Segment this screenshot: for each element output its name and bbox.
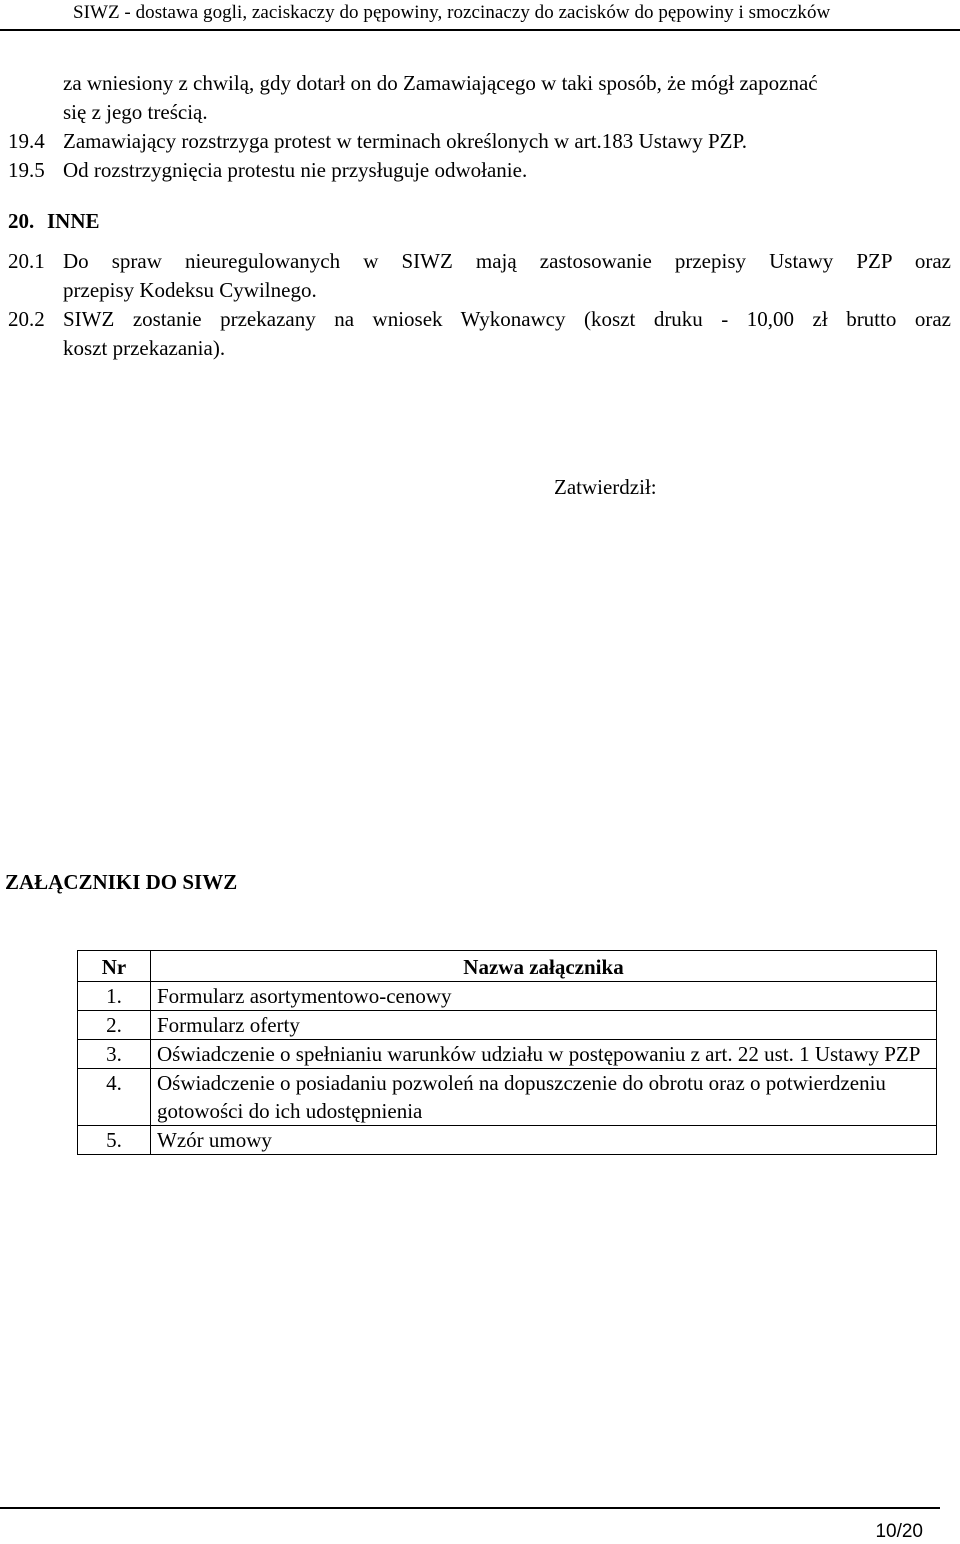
item-text: Zamawiający rozstrzyga protest w terminach określonych w art.183 Ustawy PZP.	[63, 129, 748, 153]
row-name: Oświadczenie o spełnianiu warunków udziału w postępowaniu z art. 22 ust. 1 Ustawy PZP	[151, 1040, 937, 1069]
attachments-table	[77, 950, 937, 1155]
row-name: Formularz asortymentowo-cenowy	[151, 982, 937, 1011]
section-title: INNE	[47, 209, 100, 233]
table-row	[78, 1011, 937, 1040]
item-text: koszt przekazania).	[63, 336, 226, 360]
approved-label: Zatwierdził:	[554, 475, 657, 499]
column-header-nr: Nr	[78, 951, 151, 982]
item-number: 20.2	[8, 307, 45, 331]
item-text: SIWZ zostanie przekazany na wniosek Wykonawcy (koszt druku - 10,00 zł brutto oraz	[63, 307, 951, 331]
item-text: przepisy Kodeksu Cywilnego.	[63, 278, 317, 302]
column-header-name: Nazwa załącznika	[151, 951, 937, 982]
row-name: Oświadczenie o posiadaniu pozwoleń na dopuszczenie do obrotu oraz o potwierdzeniu gotowości do ich udostępnienia	[151, 1069, 937, 1126]
item-text: Do spraw nieuregulowanych w SIWZ mają zastosowanie przepisy Ustawy PZP oraz	[63, 249, 951, 273]
table-row	[78, 982, 937, 1011]
row-name: Wzór umowy	[151, 1126, 937, 1155]
footer-rule	[0, 1507, 940, 1509]
item-number: 20.1	[8, 249, 45, 273]
row-nr: 2.	[78, 1011, 151, 1040]
row-name: Formularz oferty	[151, 1011, 937, 1040]
item-number: 19.5	[8, 158, 45, 182]
item-number: 19.4	[8, 129, 45, 153]
page-number: 10/20	[875, 1521, 923, 1542]
header-rule	[0, 29, 960, 31]
header-title: SIWZ - dostawa gogli, zaciskaczy do pępowiny, rozcinaczy do zacisków do pępowiny i smoczków	[73, 2, 831, 23]
attachments-heading: ZAŁĄCZNIKI DO SIWZ	[5, 870, 238, 894]
page-header	[0, 0, 960, 31]
table-row	[78, 1126, 937, 1155]
item-text: Od rozstrzygnięcia protestu nie przysługuje odwołanie.	[63, 158, 528, 182]
table-row	[78, 1069, 937, 1126]
table-row	[78, 1040, 937, 1069]
row-nr: 1.	[78, 982, 151, 1011]
table-header-row	[78, 951, 937, 982]
row-nr: 5.	[78, 1126, 151, 1155]
paragraph-line: się z jego treścią.	[63, 100, 208, 124]
row-nr: 4.	[78, 1069, 151, 1126]
row-nr: 3.	[78, 1040, 151, 1069]
section-number: 20.	[8, 209, 35, 233]
paragraph-line: za wniesiony z chwilą, gdy dotarł on do Zamawiającego w taki sposób, że mógł zapoznać	[63, 71, 818, 95]
